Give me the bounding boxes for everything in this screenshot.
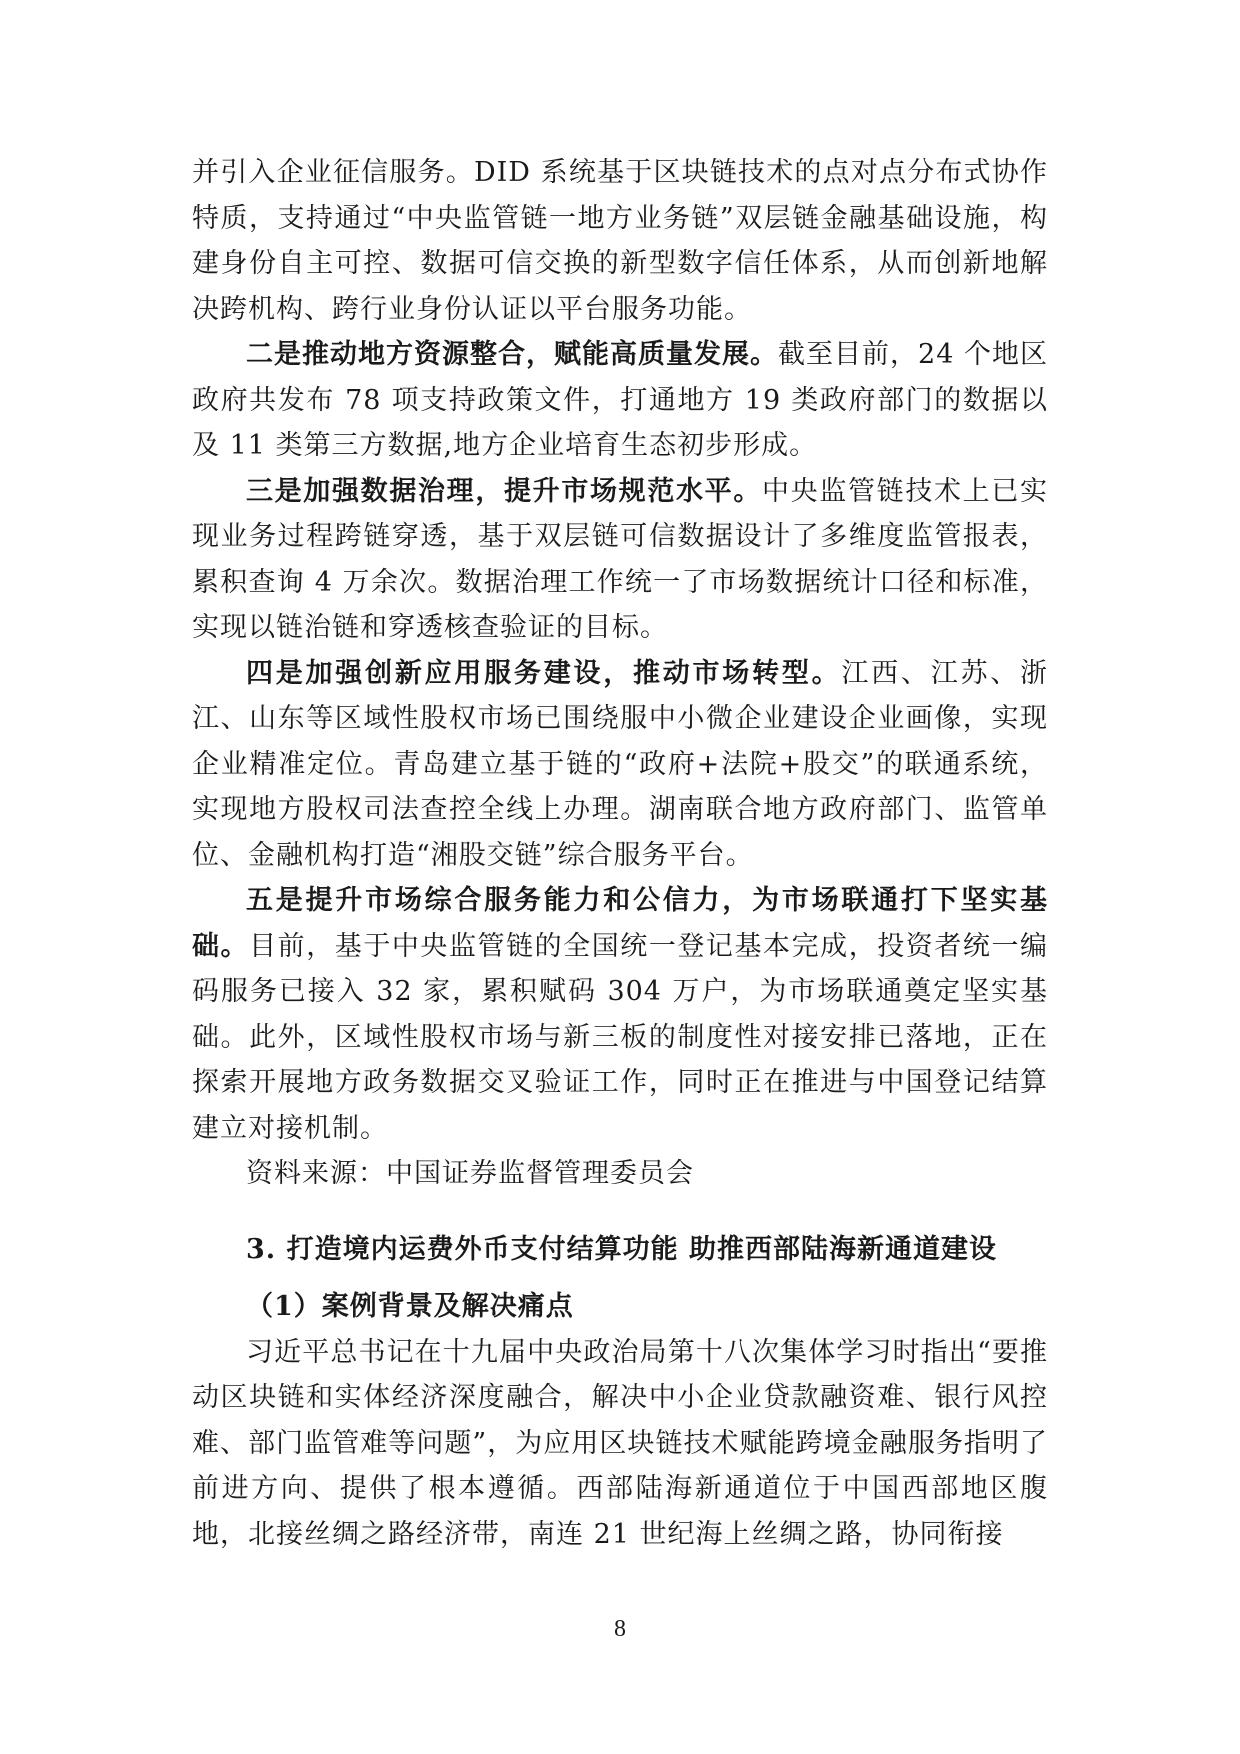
paragraph-text: 并引入企业征信服务。DID 系统基于区块链技术的点对点分布式协作特质，支持通过“中央监管链一地方业务链”双层链金融基础设施，构建身份自主可控、数据可信交换的新型数字信任体系，从而创新地解决跨机构、跨行业身份认证以平台服务功能。 (192, 157, 1048, 325)
source-note: 资料来源：中国证券监督管理委员会 (246, 1158, 694, 1189)
paragraph-text: 截至目前，24 个地区政府共发布 78 项支持政策文件，打通地方 19 类政府部门的数据以及 11 类第三方数据,地方企业培育生态初步形成。 (192, 339, 1048, 461)
paragraph-point-5 (192, 878, 1048, 1151)
paragraph-lead: 二是推动地方资源整合，赋能高质量发展。 (246, 339, 779, 370)
paragraph-point-2 (192, 332, 1048, 469)
paragraph-lead: 三是加强数据治理，提升市场规范水平。 (246, 475, 762, 507)
paragraph-point-3 (192, 469, 1048, 651)
paragraph-continuation (192, 150, 1048, 332)
section-heading: 3. 打造境内运费外币支付结算功能 助推西部陆海新通道建设 (246, 1233, 997, 1265)
paragraph-text: 中央监管链技术上已实现业务过程跨链穿透，基于双层链可信数据设计了多维度监管报表，累积查询 4 万余次。数据治理工作统一了市场数据统计口径和标准，实现以链治链和穿透核查验证的目标。 (192, 475, 1048, 643)
subsection-heading: （1）案例背景及解决痛点 (246, 1291, 574, 1322)
page-body (192, 150, 1048, 1557)
paragraph-lead: 四是加强创新应用服务建设，推动市场转型。 (246, 657, 842, 689)
section-body-paragraph (192, 1330, 1048, 1558)
paragraph-text: 目前，基于中央监管链的全国统一登记基本完成，投资者统一编码服务已接入 32 家，累积赋码 304 万户，为市场联通奠定坚实基础。此外，区域性股权市场与新三板的制度性对接安排已落地，正在探索开展地方政务数据交叉验证工作，同时正在推进与中国登记结算建立对接机制。 (192, 930, 1049, 1144)
paragraph-text: 江西、江苏、浙江、山东等区域性股权市场已围绕服中小微企业建设企业画像，实现企业精准定位。青岛建立基于链的“政府+法院+股交”的联通系统，实现地方股权司法查控全线上办理。湖南联合地方政府部门、监管单位、金融机构打造“湘股交链”综合服务平台。 (192, 657, 1049, 871)
paragraph-lead: 五是提升市场综合服务能力和公信力，为市场联通打下坚实基础。 (192, 885, 1048, 962)
page-number: 8 (614, 1616, 626, 1642)
paragraph-point-4 (192, 651, 1048, 879)
paragraph-text: 习近平总书记在十九届中央政治局第十八次集体学习时指出“要推动区块链和实体经济深度融合，解决中小企业贷款融资难、银行风控难、部门监管难等问题”，为应用区块链技术赋能跨境金融服务指明了前进方向、提供了根本遵循。西部陆海新通道位于中国西部地区腹地，北接丝绸之路经济带，南连 21 世纪海上丝绸之路，协同衔接 (192, 1336, 1048, 1550)
